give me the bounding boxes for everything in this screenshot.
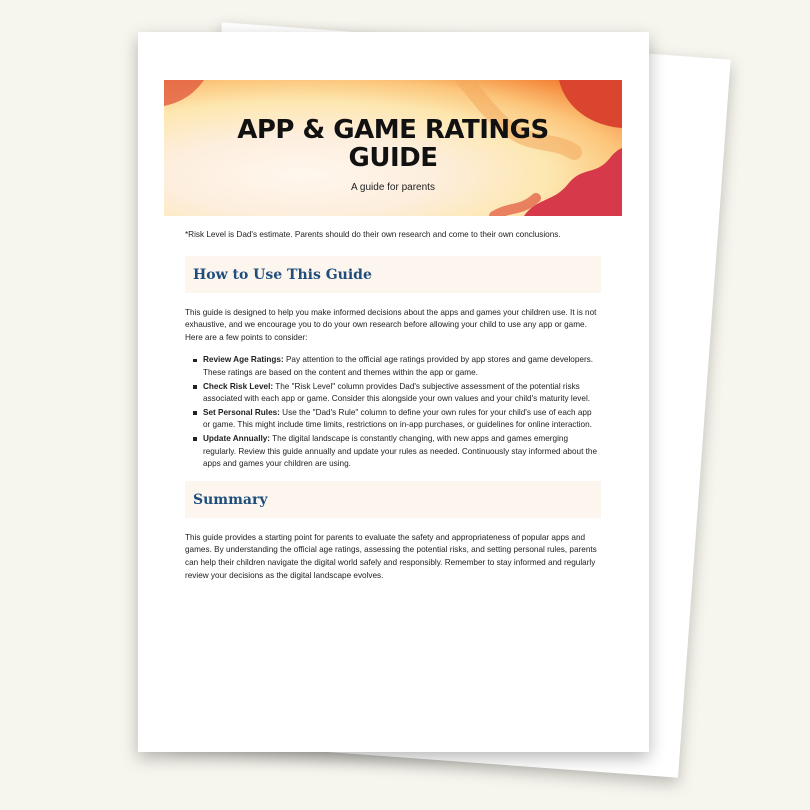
list-item xyxy=(203,354,601,379)
point-text: Use the "Dad's Rule" column to define your own rules for your child's use of each app or game. This might include time limits, restrictions on in-app purchases, or guidelines for online interaction. xyxy=(203,407,592,430)
point-label: Check Risk Level: xyxy=(203,381,274,391)
list-item xyxy=(203,381,601,406)
header-banner xyxy=(164,80,622,216)
front-page-sheet xyxy=(138,32,649,752)
banner-title xyxy=(164,116,622,172)
summary-heading: Summary xyxy=(185,481,601,518)
risk-level-note: *Risk Level is Dad's estimate. Parents should do their own research and come to their own conclusions. xyxy=(185,230,561,239)
list-item xyxy=(203,407,601,432)
point-text: Pay attention to the official age ratings provided by app stores and game developers. These ratings are based on the content and themes within the app or game. xyxy=(203,355,594,377)
point-text: The digital landscape is constantly changing, with new apps and games emerging regularly. Review this guide annually and update your rules as needed. Continuously stay informed about the apps and games your children are using. xyxy=(203,433,597,469)
point-label: Review Age Ratings: xyxy=(203,355,284,365)
document-content xyxy=(185,229,601,592)
banner-title-line2: GUIDE xyxy=(348,143,438,173)
how-to-heading: How to Use This Guide xyxy=(185,256,601,293)
summary-text: This guide provides a starting point for parents to evaluate the safety and appropriateness of popular apps and games. By understanding the official age ratings, assessing the potential risks, and setting personal rules, parents can help their children navigate the digital world safely and responsibly. Remember to stay informed and regularly review your decisions as the digital landscape evolves. xyxy=(185,532,597,580)
how-to-points-list xyxy=(185,354,601,470)
list-item xyxy=(203,433,601,471)
banner-subtitle: A guide for parents xyxy=(351,182,435,193)
banner-title-line1: APP & GAME RATINGS xyxy=(237,115,549,145)
point-text: The "Risk Level" column provides Dad's subjective assessment of the potential risks associated with each app or game. Consider this alongside your own values and your child's maturity level. xyxy=(203,381,591,404)
point-label: Update Annually: xyxy=(203,433,271,443)
point-label: Set Personal Rules: xyxy=(203,407,280,417)
how-to-intro: This guide is designed to help you make informed decisions about the apps and games your children use. It is not exhaustive, and we encourage you to do your own research before allowing your child to use any app or game. Here are a few points to consider: xyxy=(185,307,597,342)
